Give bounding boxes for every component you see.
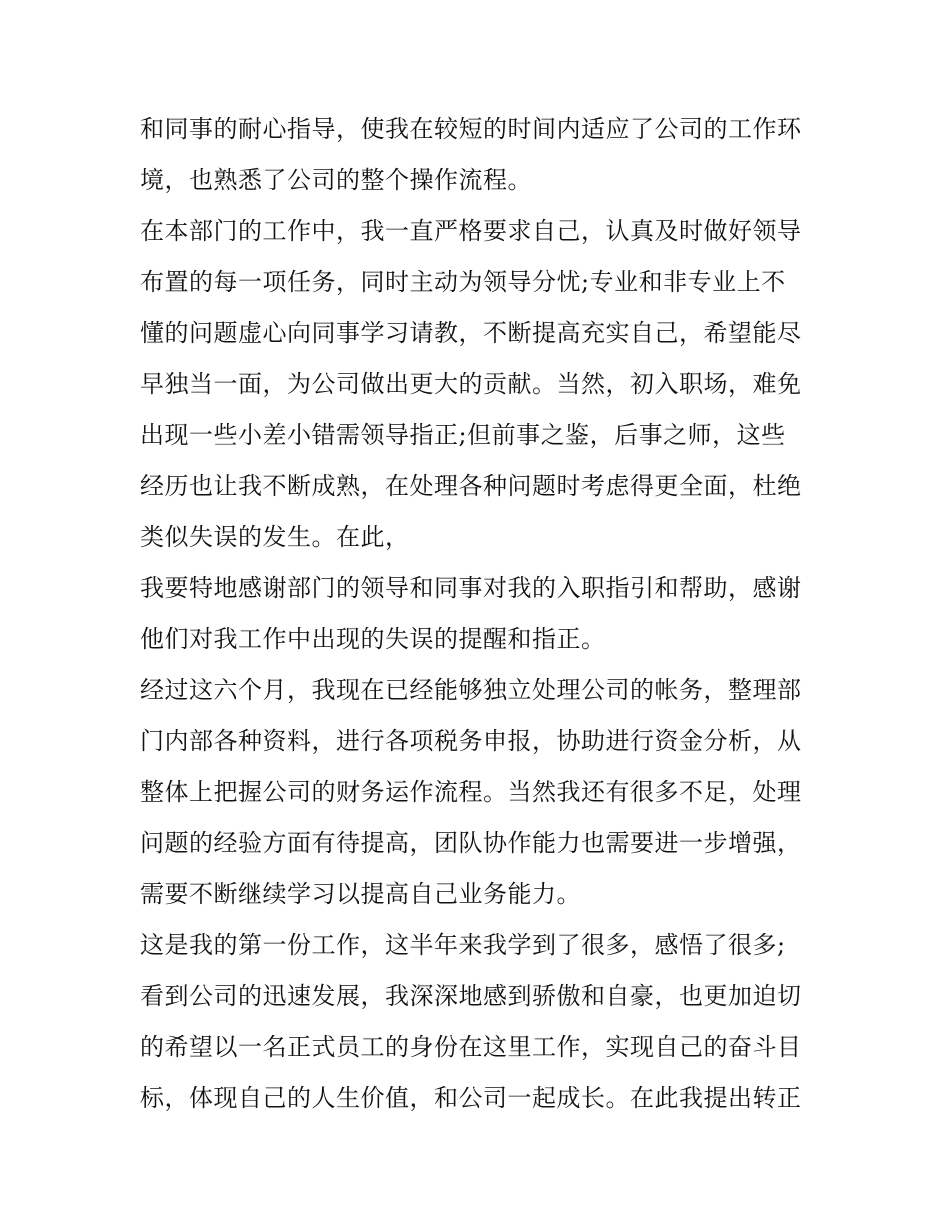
text-line: 早独当一面，为公司做出更大的贡献。当然，初入职场，难免: [140, 370, 802, 398]
text-line: 懂的问题虚心向同事学习请教，不断提高充实自己，希望能尽: [140, 319, 802, 347]
text-line: 门内部各种资料，进行各项税务申报，协助进行资金分析，从: [140, 727, 802, 755]
text-line: 在本部门的工作中，我一直严格要求自己，认真及时做好领导: [140, 217, 802, 245]
text-line: 整体上把握公司的财务运作流程。当然我还有很多不足，处理: [140, 778, 802, 806]
text-line: 标，体现自己的人生价值，和公司一起成长。在此我提出转正: [140, 1084, 802, 1112]
text-line: 的希望以一名正式员工的身份在这里工作，实现自己的奋斗目: [140, 1033, 802, 1061]
text-line: 这是我的第一份工作，这半年来我学到了很多，感悟了很多;: [140, 931, 786, 959]
document-body: [140, 104, 820, 1124]
text-line: 和同事的耐心指导，使我在较短的时间内适应了公司的工作环: [140, 115, 802, 143]
text-line: 经过这六个月，我现在已经能够独立处理公司的帐务，整理部: [140, 676, 802, 704]
text-line: 看到公司的迅速发展，我深深地感到骄傲和自豪，也更加迫切: [140, 982, 802, 1010]
text-line: 境，也熟悉了公司的整个操作流程。: [140, 166, 532, 194]
text-line: 类似失误的发生。在此，: [140, 523, 410, 551]
text-line: 我要特地感谢部门的领导和同事对我的入职指引和帮助，感谢: [140, 574, 802, 602]
text-line: 经历也让我不断成熟，在处理各种问题时考虑得更全面，杜绝: [140, 472, 802, 500]
text-line: 问题的经验方面有待提高，团队协作能力也需要进一步增强，: [140, 829, 802, 857]
text-line: 需要不断继续学习以提高自己业务能力。: [140, 880, 581, 908]
text-line: 出现一些小差小错需领导指正;但前事之鉴，后事之师，这些: [140, 421, 786, 449]
text-line: 布置的每一项任务，同时主动为领导分忧;专业和非专业上不: [140, 268, 786, 296]
text-line: 他们对我工作中出现的失误的提醒和指正。: [140, 625, 606, 653]
